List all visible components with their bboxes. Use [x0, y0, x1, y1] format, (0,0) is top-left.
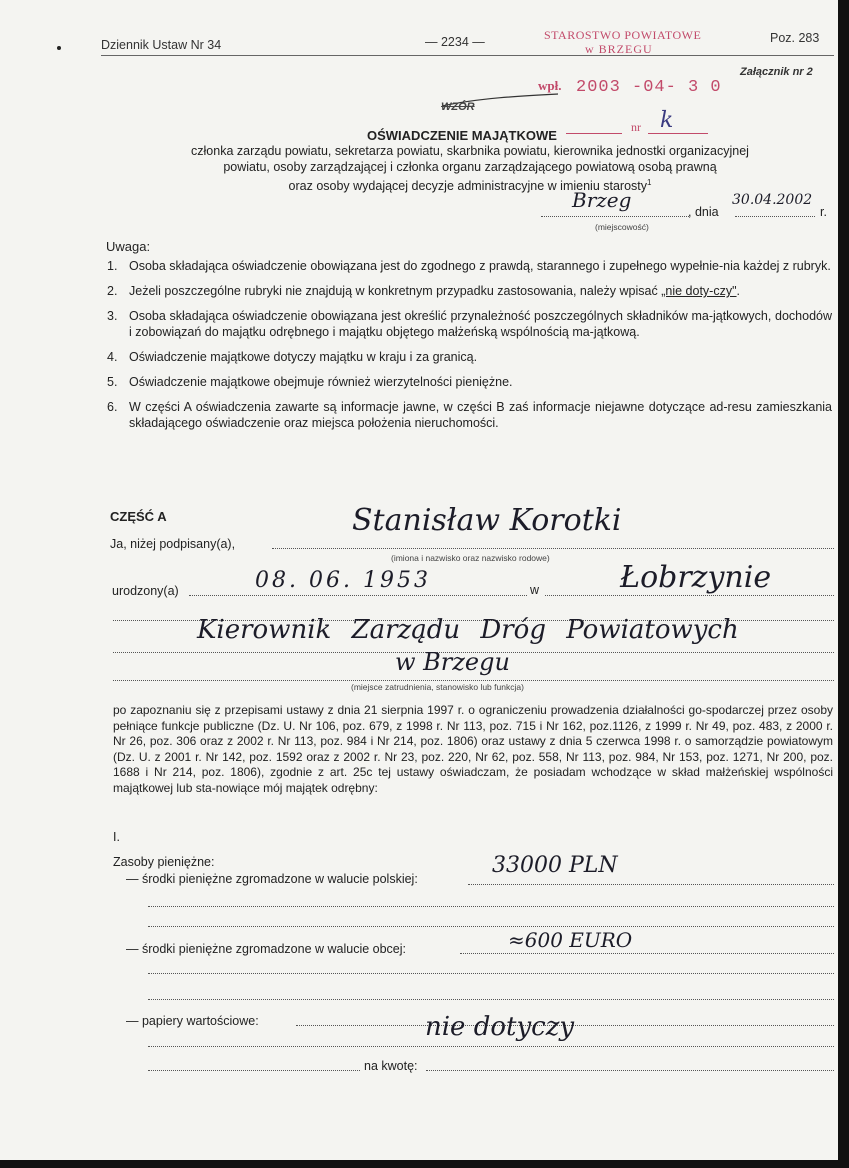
instruction-number: 4. — [107, 350, 118, 364]
instruction-number: 3. — [107, 309, 118, 323]
section-roman: I. — [113, 830, 120, 844]
position-number: Poz. 283 — [770, 31, 820, 45]
scan-speck — [57, 46, 61, 50]
pln-handwriting: 33000 PLN — [492, 853, 618, 878]
instruction-text: Osoba składająca oświadczenie obowiązana jest określić przynależność poszczególnych składników ma-jątkowych, dochodów i zobowiązań do majątku odrębnego i majątku objętego małżeńską wspólnością ma-jątkową. — [129, 309, 832, 339]
amount-label: na kwotę: — [364, 1059, 418, 1073]
name-label: Ja, niżej podpisany(a), — [110, 537, 236, 551]
office-stamp-top: STAROSTWO POWIATOWE — [544, 28, 702, 42]
section-heading: Zasoby pieniężne: — [113, 855, 215, 869]
born-place-handwriting: Łobrzynie — [620, 560, 772, 595]
instruction-item — [107, 283, 832, 299]
born-label: urodzony(a) — [112, 584, 179, 598]
stamp-nr-label: nr — [631, 120, 641, 134]
employment-line-3 — [113, 680, 834, 681]
stamp-line-1 — [566, 133, 622, 134]
place-field — [541, 216, 689, 217]
uwaga-label: Uwaga: — [106, 239, 151, 254]
foreign-extra-line-1 — [148, 973, 834, 974]
securities-extra-line — [148, 1046, 834, 1047]
pln-label: — środki pieniężne zgromadzone w walucie polskiej: — [126, 872, 418, 886]
stamp-wpl-label: wpł. — [538, 78, 562, 93]
instruction-item — [107, 258, 832, 274]
instruction-emphasis: „nie doty-czy" — [661, 284, 737, 298]
born-date-handwriting: 08. 06. 1953 — [255, 568, 431, 593]
stamp-date: 2003 -04- 3 0 — [576, 78, 722, 97]
legal-text: po zapoznaniu się z przepisami ustawy z dnia 21 sierpnia 1997 r. o ograniczeniu prowadzenia działalności go-spodarczej przez osoby pełniące funkcje publiczne (Dz. U. Nr 106, poz. 679, z 1998 r. Nr 113, poz. 715 i Nr 162, poz.1126, z 1999 r. Nr 49, poz. 483, z 2000 r. Nr 26, poz. 306 oraz z 2002 r. Nr 113, poz. 984 i Nr 214, poz. 1806) oraz ustawy z dnia 5 czerwca 1998 r. o samorządzie powiatowym (Dz. U. z 2001 r. Nr 142, poz. 1592 oraz z 2002 r. Nr 23, poz. 220, Nr 62, poz. 558, Nr 113, poz. 984, Nr 153, poz. 1271, Nr 200, poz. 1688 i Nr 214, poz. 1806), zgodnie z art. 25c tej ustawy oświadczam, że posiadam wchodzące w skład małżeńskiej wspólności majątkowej lub sta-nowiące mój majątek odrębny: — [113, 703, 833, 795]
instruction-item — [107, 308, 832, 340]
instruction-text: Oświadczenie majątkowe obejmuje również wierzytelności pieniężne. — [129, 375, 513, 389]
instruction-item — [107, 374, 832, 390]
born-w-label: w — [530, 583, 540, 597]
office-stamp-bottom: w BRZEGU — [585, 42, 653, 56]
instruction-text: Jeżeli poszczególne rubryki nie znajdują w konkretnym przypadku zastosowania, należy wpisać — [129, 284, 658, 298]
pln-field — [468, 884, 834, 885]
amount-prefix-line — [148, 1070, 360, 1071]
footnote-mark: 1 — [647, 178, 652, 187]
annex-label: Załącznik nr 2 — [740, 66, 813, 78]
amount-field — [426, 1070, 834, 1071]
place-caption: (miejscowość) — [595, 222, 649, 232]
document-title: OŚWIADCZENIE MAJĄTKOWE — [367, 128, 557, 143]
instruction-tail: . — [736, 284, 741, 298]
stamp-line-2 — [648, 133, 708, 134]
foreign-handwriting: ≈600 EURO — [508, 928, 633, 952]
name-handwriting: Stanisław Korotki — [352, 503, 622, 538]
employment-caption: (miejsce zatrudnienia, stanowisko lub funkcja) — [351, 682, 524, 692]
journal-name: Dziennik Ustaw Nr 34 — [101, 38, 222, 52]
foreign-extra-line-2 — [148, 999, 834, 1000]
place-handwriting: Brzeg — [572, 188, 632, 212]
subtitle-line-2: powiatu, osoby zarządzającej i członka organu zarządzającego powiatową osobą prawną — [223, 160, 717, 174]
instruction-text: W części A oświadczenia zawarte są informacje jawne, w części B zaś informacje niejawne dotyczące ad-resu zamieszkania składającego oświadczenie oraz miejsca położenia nieruchomości. — [129, 400, 832, 430]
subtitle-line-1: członka zarządu powiatu, sekretarza powiatu, skarbnika powiatu, kierownika jednostki organizacyjnej — [191, 144, 749, 158]
name-caption: (imiona i nazwisko oraz nazwisko rodowe) — [391, 553, 550, 563]
instruction-item — [107, 399, 832, 431]
wzor-label: WZÓR — [441, 101, 475, 113]
subtitle-line-3-text: oraz osoby wydającej decyzje administracyjne w imieniu starosty — [288, 179, 648, 194]
instruction-item — [107, 349, 832, 365]
r-label: r. — [820, 205, 827, 219]
date-field — [735, 216, 815, 217]
foreign-label: — środki pieniężne zgromadzone w walucie obcej: — [126, 942, 407, 956]
instruction-number: 1. — [107, 259, 118, 273]
header-rule — [101, 55, 834, 56]
name-field — [272, 548, 834, 549]
born-date-field — [189, 595, 527, 596]
scan-edge-bottom — [0, 1160, 849, 1168]
instruction-number: 5. — [107, 375, 118, 389]
date-handwriting: 30.04.2002 — [732, 192, 813, 208]
page-number: — 2234 — — [425, 35, 485, 49]
stamp-nr-hand: k — [660, 108, 674, 133]
pln-extra-line-1 — [148, 906, 834, 907]
born-place-field — [545, 595, 834, 596]
dnia-label: , dnia — [688, 205, 719, 219]
employment-handwriting-1: Kierownik Zarządu Dróg Powiatowych — [197, 615, 739, 645]
securities-handwriting: nie dotyczy — [425, 1012, 575, 1042]
subtitle-line-3 — [110, 175, 830, 194]
instruction-number: 2. — [107, 284, 118, 298]
subtitle — [110, 143, 830, 194]
employment-handwriting-2: w Brzegu — [395, 648, 510, 676]
scan-edge-right — [838, 0, 849, 1168]
instruction-text: Osoba składająca oświadczenie obowiązana jest do zgodnego z prawdą, starannego i zupełnego wypełnie-nia każdej z rubryk. — [129, 259, 831, 273]
instruction-number: 6. — [107, 400, 118, 414]
securities-label: — papiery wartościowe: — [126, 1014, 259, 1028]
instructions-list — [107, 258, 832, 440]
part-a-label: CZĘŚĆ A — [110, 509, 167, 524]
instruction-text: Oświadczenie majątkowe dotyczy majątku w kraju i za granicą. — [129, 350, 478, 364]
pln-extra-line-2 — [148, 926, 834, 927]
foreign-field — [460, 953, 834, 954]
